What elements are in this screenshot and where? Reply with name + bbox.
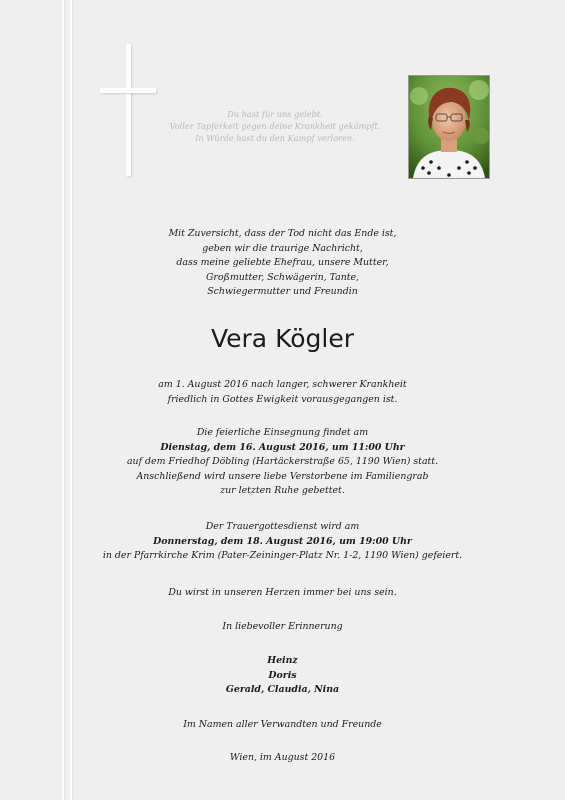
service-text [90,520,475,564]
relatives-text: Im Namen aller Verwandten und Freunde [183,719,382,730]
remembrance-text: In liebevoller Erinnerung [222,621,343,632]
intro-line: dass meine geliebte Ehefrau, unsere Mutter, [176,257,389,269]
mourner-name: Doris [268,669,297,681]
intro-line: geben wir die traurige Nachricht, [202,242,363,254]
passing-text [90,378,475,407]
funeral-text [90,426,475,499]
intro-line: Großmutter, Schwägerin, Tante, [205,271,360,283]
deceased-name: Vera Kögler [210,324,354,353]
funeral-date: Dienstag, dem 16. August 2016, um 11:00 Uhr [160,441,405,453]
funeral-line: Anschließend wird unsere liebe Verstorbene im Familiengrab [136,470,429,482]
intro-line: Schwiegermutter und Freundin [207,286,358,298]
mourner-name: Gerald, Claudia, Nina [225,684,340,696]
poem-line: Voller Tapferkeit gegen deine Krankheit gekämpft. [169,121,381,131]
mourners-list [90,654,475,698]
border-line [62,0,64,800]
portrait-photo [408,75,490,179]
poem [160,108,390,144]
service-date: Donnerstag, dem 18. August 2016, um 19:00 Uhr [153,535,412,547]
funeral-line: Die feierliche Einsegnung findet am [196,427,369,438]
memory-text: Du wirst in unseren Herzen immer bei uns sein. [168,587,397,598]
poem-line: In Würde hast du den Kampf verloren. [195,133,355,143]
border-line [70,0,72,800]
funeral-line: zur letzten Ruhe gebettet. [220,485,345,497]
mourner-name: Heinz [267,655,298,666]
closing-text: Wien, im August 2016 [229,752,336,763]
poem-line: Du hast für uns gelebt. [227,109,323,119]
service-line: Der Trauergottesdienst wird am [205,521,360,532]
service-line: in der Pfarrkirche Krim (Pater-Zeininger-Platz Nr. 1-2, 1190 Wien) gefeiert. [102,550,463,562]
passing-line: friedlich in Gottes Ewigkeit vorausgegangen ist. [167,393,398,405]
intro-line: Mit Zuversicht, dass der Tod nicht das Ende ist, [168,228,397,239]
passing-line: am 1. August 2016 nach langer, schwerer Krankheit [158,379,407,390]
funeral-line: auf dem Friedhof Döbling (Hartäckerstraße 65, 1190 Wien) statt. [126,456,439,468]
intro-text [90,227,475,300]
